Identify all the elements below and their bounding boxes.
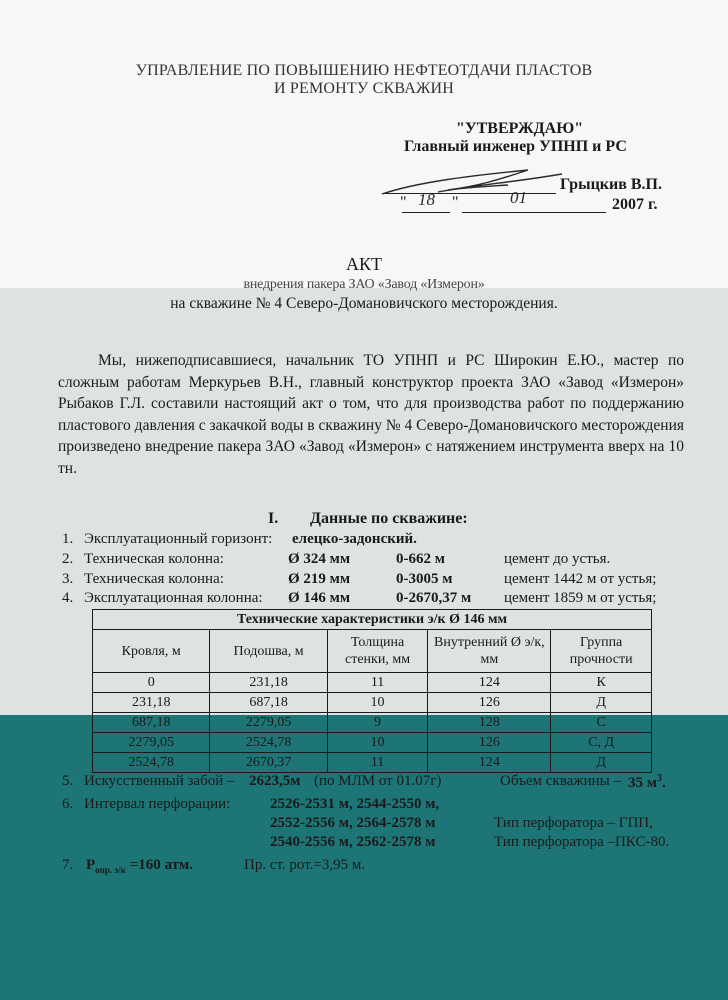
item-6-number: 6.	[62, 796, 74, 812]
item-2-number: 2.	[62, 551, 74, 567]
item-2-label: Техническая колонна:	[84, 551, 224, 567]
item-5-volume-number: 35 м	[628, 775, 657, 791]
organization-name-line1: УПРАВЛЕНИЕ ПО ПОВЫШЕНИЮ НЕФТЕОТДАЧИ ПЛАСТОВ	[135, 62, 593, 79]
table-cell: 2670,37	[210, 753, 327, 773]
table-cell: 124	[428, 753, 551, 773]
item-5-volume-label: Объем скважины –	[500, 773, 621, 789]
table-caption: Технические характеристики э/к Ø 146 мм	[93, 610, 652, 630]
table-cell: С, Д	[551, 733, 652, 753]
table-cell: 2524,78	[93, 753, 210, 773]
table-row	[93, 673, 652, 693]
item-7-number: 7.	[62, 857, 74, 873]
date-quote-open: "	[400, 194, 407, 211]
organization-name-line2: И РЕМОНТУ СКВАЖИН	[273, 80, 455, 97]
table-cell: Д	[551, 753, 652, 773]
intro-paragraph: Мы, нижеподписавшиеся, начальник ТО УПНП и РС Широкин Е.Ю., мастер по сложным работам Меркурьев В.Н., главный конструктор проекта ЗАО «Завод «Измерон» Рыбаков Г.Л. составили настоящий акт о том, что для производства работ по поддержанию пластового давления с закачкой воды в скважину № 4 Северо-Домановичского месторождения произведено внедрение пакера ЗАО «Завод «Измерон» с натяжением инструмента вверх на 10 тн.	[58, 352, 684, 477]
table-header-cell: Кровля, м	[93, 630, 210, 673]
item-7-pressure	[86, 857, 193, 875]
table-cell: 2279,05	[210, 713, 327, 733]
item-7-pressure-value: =160 атм.	[125, 857, 193, 873]
date-day: 18	[418, 190, 435, 209]
item-6-interval-line3: 2540-2556 м, 2562-2578 м	[270, 834, 436, 850]
approver-name: Грыцкив В.П.	[560, 176, 662, 193]
table-row	[93, 753, 652, 773]
item-1-number: 1.	[62, 531, 74, 547]
section-number: I.	[268, 510, 279, 527]
date-year: 2007 г.	[612, 196, 658, 213]
day-line	[402, 212, 450, 213]
table-cell: 9	[327, 713, 428, 733]
item-3-number: 3.	[62, 571, 74, 587]
table-header-row	[93, 630, 652, 673]
item-7-pressure-letter: Р	[86, 857, 96, 873]
table-cell: 2524,78	[210, 733, 327, 753]
item-4-cement: цемент 1859 м от устья;	[504, 590, 657, 606]
table-cell: 2279,05	[93, 733, 210, 753]
item-5-number: 5.	[62, 773, 74, 789]
act-subtitle-line2: на скважине № 4 Северо-Домановичского месторождения.	[170, 295, 558, 312]
item-3-range: 0-3005 м	[396, 571, 453, 587]
month-line	[462, 212, 606, 213]
item-6-interval-line1: 2526-2531 м, 2544-2550 м,	[270, 796, 440, 812]
table-cell: 11	[327, 673, 428, 693]
table-cell: 10	[327, 693, 428, 713]
item-4-number: 4.	[62, 590, 74, 606]
table-cell: 231,18	[93, 693, 210, 713]
item-6-perforator-type2: Тип перфоратора –ПКС-80.	[494, 834, 670, 850]
item-5-volume-exponent: 3	[656, 773, 662, 784]
table-cell: 124	[428, 673, 551, 693]
item-1-label: Эксплуатационный горизонт:	[84, 531, 273, 547]
table-row	[93, 733, 652, 753]
item-5-volume-end: .	[661, 775, 666, 791]
date-quote-close: "	[452, 194, 459, 211]
item-4-diameter: Ø 146 мм	[288, 590, 351, 606]
item-3-cement: цемент 1442 м от устья;	[504, 571, 657, 587]
table-header-cell: Внутренний Ø э/к, мм	[428, 630, 551, 673]
table-cell: 10	[327, 733, 428, 753]
date-month: 01	[510, 188, 527, 207]
act-subtitle-line1: внедрения пакера ЗАО «Завод «Измерон»	[243, 277, 485, 292]
table-cell: 0	[93, 673, 210, 693]
table-header-cell: Группа прочности	[551, 630, 652, 673]
table-row	[93, 713, 652, 733]
table-cell: С	[551, 713, 652, 733]
item-3-label: Техническая колонна:	[84, 571, 224, 587]
item-5-note: (по МЛМ от 01.07г)	[314, 773, 442, 789]
item-7-pressure-subscript: опр. э/к	[95, 865, 126, 875]
casing-characteristics-table	[92, 609, 652, 773]
item-7-static-level: Пр. ст. рот.=3,95 м.	[244, 857, 366, 873]
item-2-diameter: Ø 324 мм	[288, 551, 351, 567]
table-row	[93, 693, 652, 713]
item-3-diameter: Ø 219 мм	[288, 571, 351, 587]
table-header-cell: Толщина стенки, мм	[327, 630, 428, 673]
item-5-bottomhole-value: 2623,5м	[249, 773, 301, 789]
approval-title: "УТВЕРЖДАЮ"	[456, 120, 584, 137]
act-title: АКТ	[346, 254, 382, 274]
table-header-cell: Подошва, м	[210, 630, 327, 673]
item-1-value: елецко-задонский.	[292, 531, 417, 547]
table-cell: 126	[428, 693, 551, 713]
item-2-range: 0-662 м	[396, 551, 445, 567]
table-cell: 128	[428, 713, 551, 733]
table-cell: К	[551, 673, 652, 693]
item-6-perforator-type1: Тип перфоратора – ГПП,	[494, 815, 653, 831]
table-cell: 687,18	[93, 713, 210, 733]
item-5-volume-value	[628, 773, 666, 792]
table-cell: 687,18	[210, 693, 327, 713]
table-cell: Д	[551, 693, 652, 713]
item-4-range: 0-2670,37 м	[396, 590, 472, 606]
table-cell: 231,18	[210, 673, 327, 693]
table-cell: 11	[327, 753, 428, 773]
approval-position: Главный инженер УПНП и РС	[404, 138, 627, 155]
item-5-label: Искусственный забой –	[84, 773, 235, 789]
item-6-label: Интервал перфорации:	[84, 796, 231, 812]
item-6-interval-line2: 2552-2556 м, 2564-2578 м	[270, 815, 436, 831]
item-4-label: Эксплуатационная колонна:	[84, 590, 263, 606]
table-cell: 126	[428, 733, 551, 753]
section-title: Данные по скважине:	[310, 510, 468, 527]
item-2-cement: цемент до устья.	[504, 551, 611, 567]
